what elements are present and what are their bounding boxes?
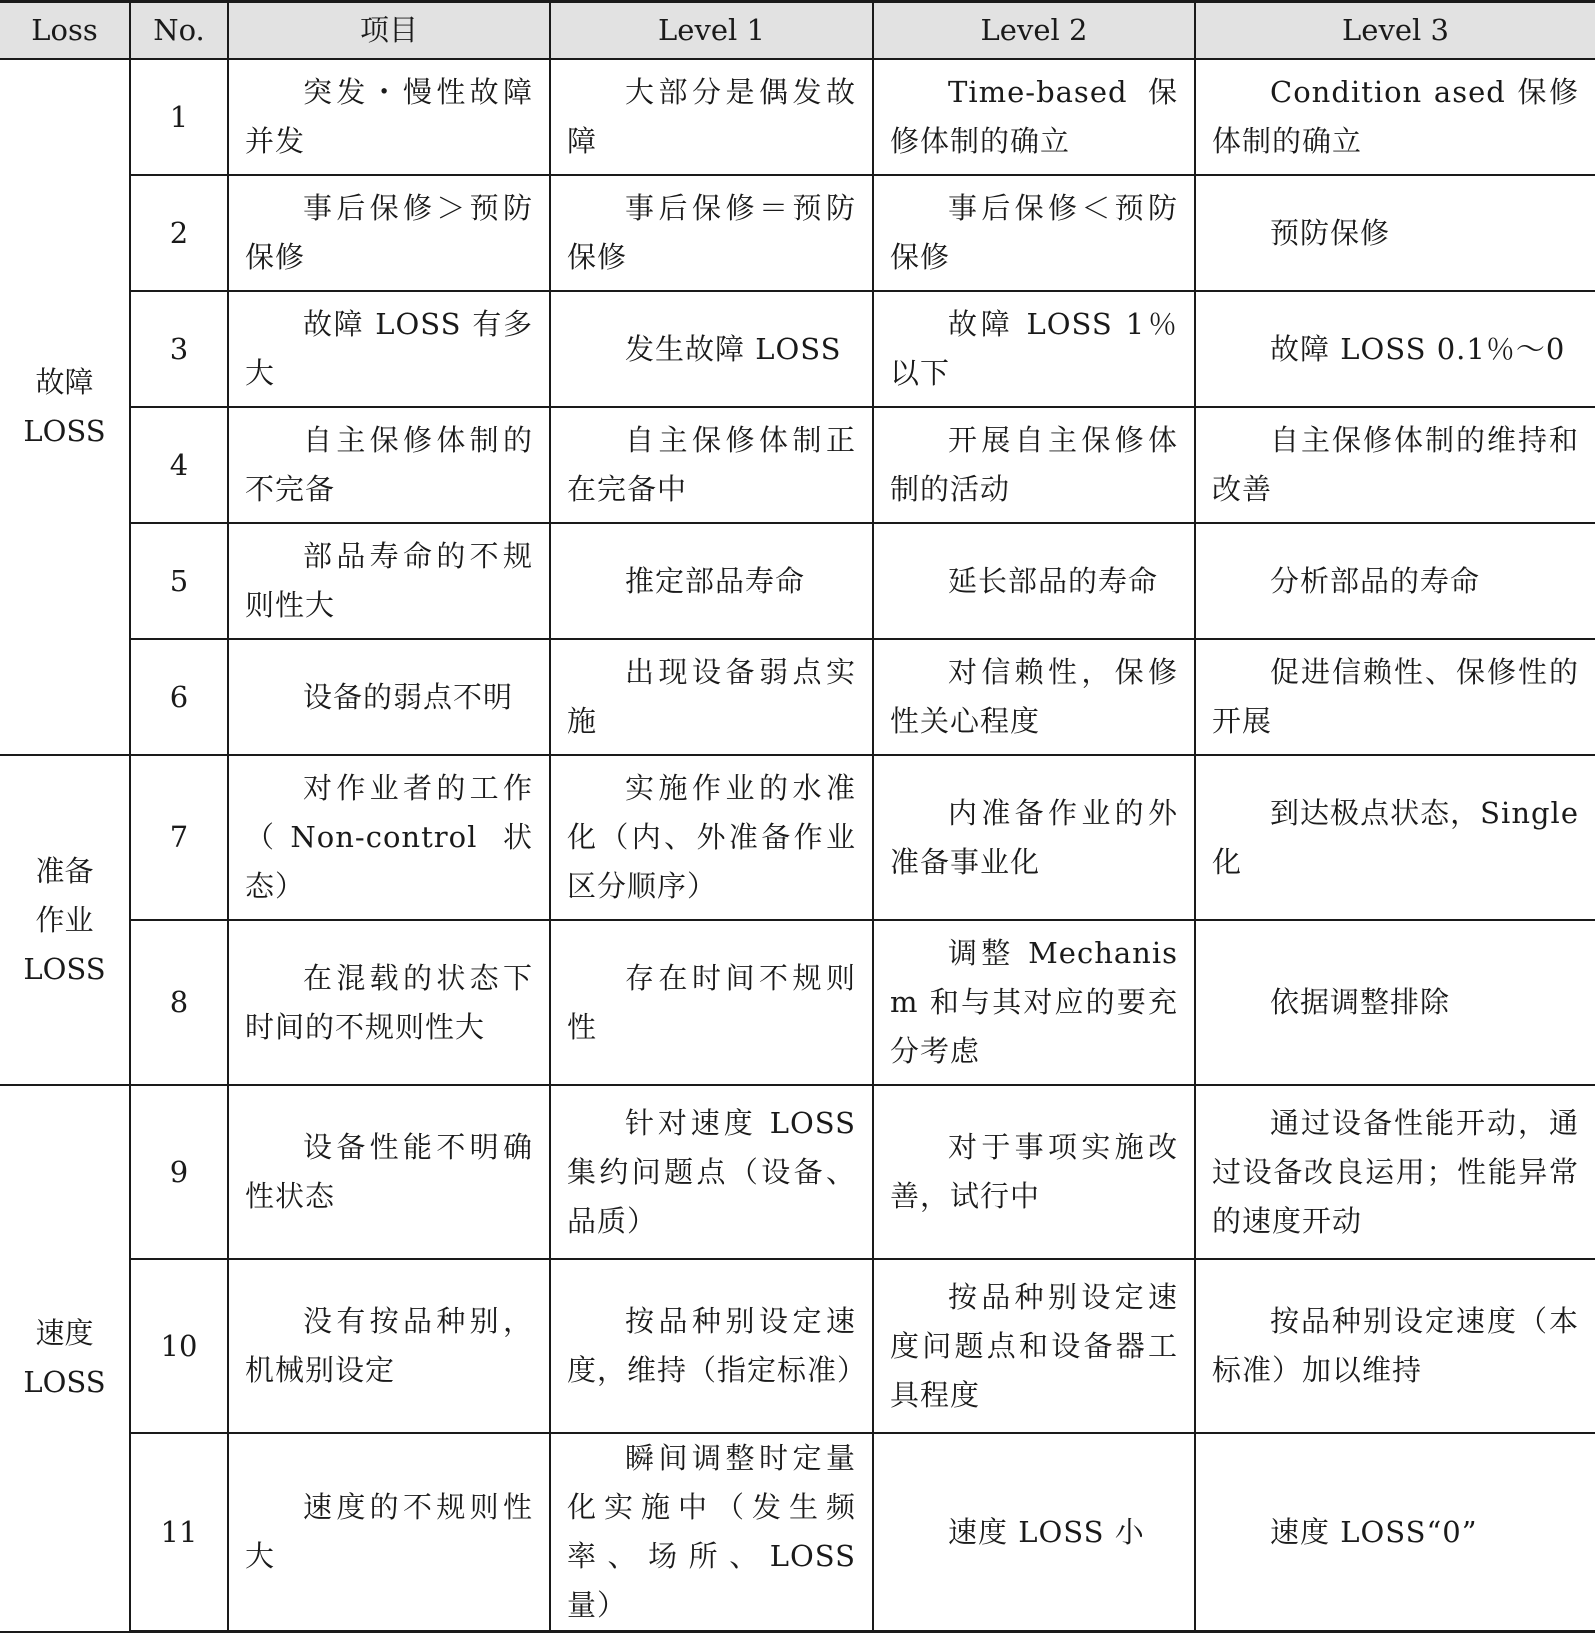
table-row <box>0 920 1595 1085</box>
table-row <box>0 755 1595 920</box>
header-item: 项目 <box>228 2 550 60</box>
row-level-1: 发生故障 LOSS <box>550 291 873 407</box>
row-level-1: 推定部品寿命 <box>550 523 873 639</box>
row-level-2: 对于事项实施改善，试行中 <box>873 1085 1195 1259</box>
row-level-3: 故障 LOSS 0.1％～0 <box>1195 291 1595 407</box>
row-item: 在混载的状态下时间的不规则性大 <box>228 920 550 1085</box>
row-item: 设备性能不明确性状态 <box>228 1085 550 1259</box>
row-level-1: 实施作业的水准化（内、外准备作业区分顺序） <box>550 755 873 920</box>
row-item: 自主保修体制的不完备 <box>228 407 550 523</box>
row-level-2: 调整 Mechanism 和与其对应的要充分考虑 <box>873 920 1195 1085</box>
row-no: 3 <box>130 291 228 407</box>
row-level-3: 通过设备性能开动，通过设备改良运用；性能异常的速度开动 <box>1195 1085 1595 1259</box>
row-level-3: 促进信赖性、保修性的开展 <box>1195 639 1595 755</box>
row-level-2: Time-based 保修体制的确立 <box>873 59 1195 175</box>
table-row <box>0 407 1595 523</box>
row-item: 设备的弱点不明 <box>228 639 550 755</box>
row-level-1: 出现设备弱点实施 <box>550 639 873 755</box>
row-no: 1 <box>130 59 228 175</box>
row-level-3: 到达极点状态，Single 化 <box>1195 755 1595 920</box>
row-no: 6 <box>130 639 228 755</box>
row-item: 速度的不规则性大 <box>228 1433 550 1632</box>
row-no: 11 <box>130 1433 228 1632</box>
table-row <box>0 1085 1595 1259</box>
table-row <box>0 1433 1595 1632</box>
row-item: 突发・慢性故障并发 <box>228 59 550 175</box>
row-level-1: 自主保修体制正在完备中 <box>550 407 873 523</box>
table-row <box>0 291 1595 407</box>
row-no: 7 <box>130 755 228 920</box>
row-no: 8 <box>130 920 228 1085</box>
header-level-1: Level 1 <box>550 2 873 60</box>
loss-group-breakdown: 故障 LOSS <box>0 59 130 755</box>
row-level-3: Condition ased 保修体制的确立 <box>1195 59 1595 175</box>
row-level-1: 针对速度 LOSS 集约问题点（设备、品质） <box>550 1085 873 1259</box>
header-no: No. <box>130 2 228 60</box>
row-level-2: 开展自主保修体制的活动 <box>873 407 1195 523</box>
row-level-1: 按品种别设定速度，维持（指定标准） <box>550 1259 873 1433</box>
table-row <box>0 1259 1595 1433</box>
row-level-1: 事后保修＝预防保修 <box>550 175 873 291</box>
row-level-2: 事后保修＜预防保修 <box>873 175 1195 291</box>
row-level-2: 延长部品的寿命 <box>873 523 1195 639</box>
header-level-3: Level 3 <box>1195 2 1595 60</box>
header-level-2: Level 2 <box>873 2 1195 60</box>
table-row <box>0 59 1595 175</box>
loss-group-setup: 准备 作业 LOSS <box>0 755 130 1085</box>
row-level-2: 故障 LOSS 1％以下 <box>873 291 1195 407</box>
table-row <box>0 639 1595 755</box>
row-no: 9 <box>130 1085 228 1259</box>
row-level-3: 依据调整排除 <box>1195 920 1595 1085</box>
row-level-2: 按品种别设定速度问题点和设备器工具程度 <box>873 1259 1195 1433</box>
table-row <box>0 175 1595 291</box>
row-item: 事后保修＞预防保修 <box>228 175 550 291</box>
row-item: 没有按品种别，机械别设定 <box>228 1259 550 1433</box>
row-level-2: 对信赖性，保修性关心程度 <box>873 639 1195 755</box>
row-level-3: 按品种别设定速度（本标准）加以维持 <box>1195 1259 1595 1433</box>
header-loss: Loss <box>0 2 130 60</box>
row-level-2: 内准备作业的外准备事业化 <box>873 755 1195 920</box>
header-row <box>0 2 1595 60</box>
row-no: 4 <box>130 407 228 523</box>
row-level-2: 速度 LOSS 小 <box>873 1433 1195 1632</box>
row-no: 2 <box>130 175 228 291</box>
row-level-1: 瞬间调整时定量化实施中（发生频率、场所、LOSS 量） <box>550 1433 873 1632</box>
row-level-3: 速度 LOSS“0” <box>1195 1433 1595 1632</box>
row-no: 5 <box>130 523 228 639</box>
row-level-1: 存在时间不规则性 <box>550 920 873 1085</box>
row-level-1: 大部分是偶发故障 <box>550 59 873 175</box>
row-item: 故障 LOSS 有多大 <box>228 291 550 407</box>
row-level-3: 分析部品的寿命 <box>1195 523 1595 639</box>
row-item: 对作业者的工作（Non-control 状态） <box>228 755 550 920</box>
row-level-3: 预防保修 <box>1195 175 1595 291</box>
loss-group-speed: 速度 LOSS <box>0 1085 130 1632</box>
row-level-3: 自主保修体制的维持和改善 <box>1195 407 1595 523</box>
table-row <box>0 523 1595 639</box>
row-no: 10 <box>130 1259 228 1433</box>
row-item: 部品寿命的不规则性大 <box>228 523 550 639</box>
